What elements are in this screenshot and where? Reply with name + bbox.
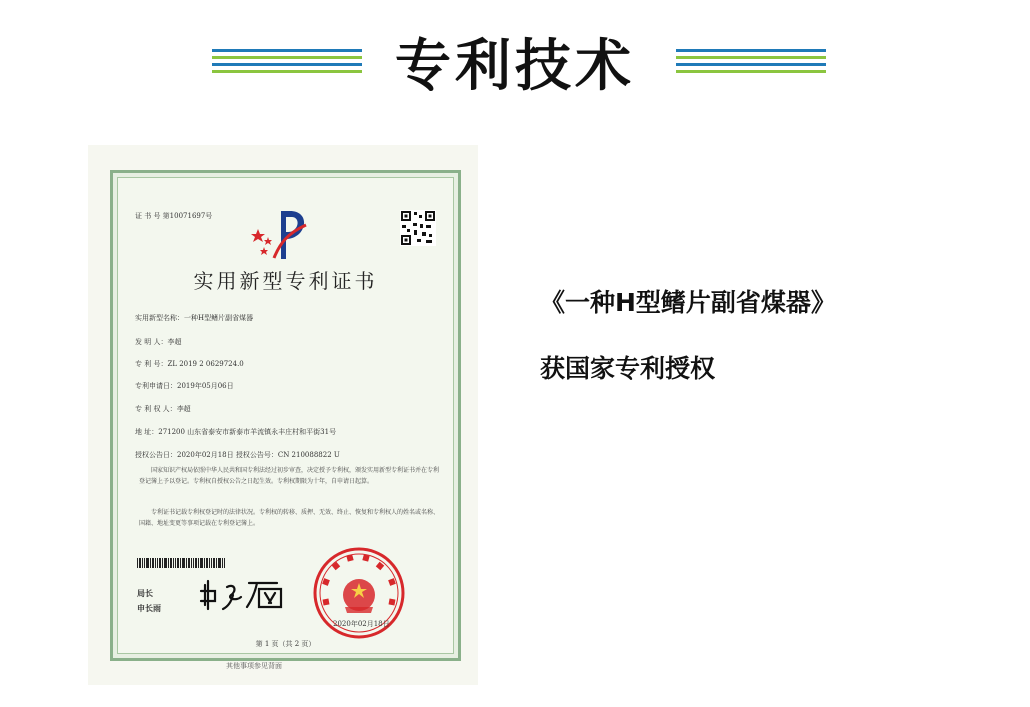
- director-name: 申长雨: [137, 604, 161, 613]
- field-row: 专 利 权 人：李超: [135, 405, 191, 413]
- page-title: 专利技术: [395, 34, 635, 99]
- patent-name-caption: 《一种H型鳍片副省煤器》: [540, 288, 836, 317]
- certificate-paragraph: 国家知识产权局依照中华人民共和国专利法经过初步审查，决定授予专利权，颁发实用新型专利证书并在专利登记簿上予以登记。专利权自授权公告之日起生效。专利权期限为十年，自申请日起算。: [139, 467, 440, 485]
- handwritten-signature-icon: [197, 573, 297, 613]
- field-row: 发 明 人：李超: [135, 338, 182, 346]
- page-number: 第 1 页（共 2 页）: [255, 640, 316, 648]
- qr-code-icon: [400, 210, 436, 246]
- field-row: 专利申请日：2019年05月06日: [135, 382, 234, 390]
- barcode-icon: [137, 558, 225, 568]
- field-row: 实用新型名称：一种H型鳍片副省煤器: [135, 314, 254, 322]
- cnipa-logo-icon: [248, 203, 318, 263]
- header: [0, 0, 1030, 110]
- patent-certificate-image: [110, 170, 461, 661]
- decorative-stripes-right: [676, 49, 826, 75]
- certificate-footer-note: 其他事项参见背面: [226, 662, 282, 670]
- patent-grant-caption: 获国家专利授权: [540, 354, 716, 383]
- field-row: 地 址：271200 山东省泰安市新泰市羊流镇永丰庄村和平街31号: [135, 428, 337, 436]
- field-row: 专 利 号：ZL 2019 2 0629724.0: [135, 360, 244, 368]
- certificate-title: 实用新型专利证书: [193, 269, 378, 293]
- seal-date: 2020年02月18日: [333, 620, 390, 628]
- field-row: 授权公告日：2020年02月18日 授权公告号：CN 210088822 U: [135, 451, 340, 459]
- director-title: 局长: [137, 589, 153, 598]
- certificate-paragraph: 专利证书记载专利权登记时的法律状况。专利权的转移、质押、无效、终止、恢复和专利权人的姓名或名称、国籍、地址变更等事项记载在专利登记簿上。: [139, 509, 440, 527]
- certificate-number: 证 书 号 第10071697号: [135, 212, 213, 220]
